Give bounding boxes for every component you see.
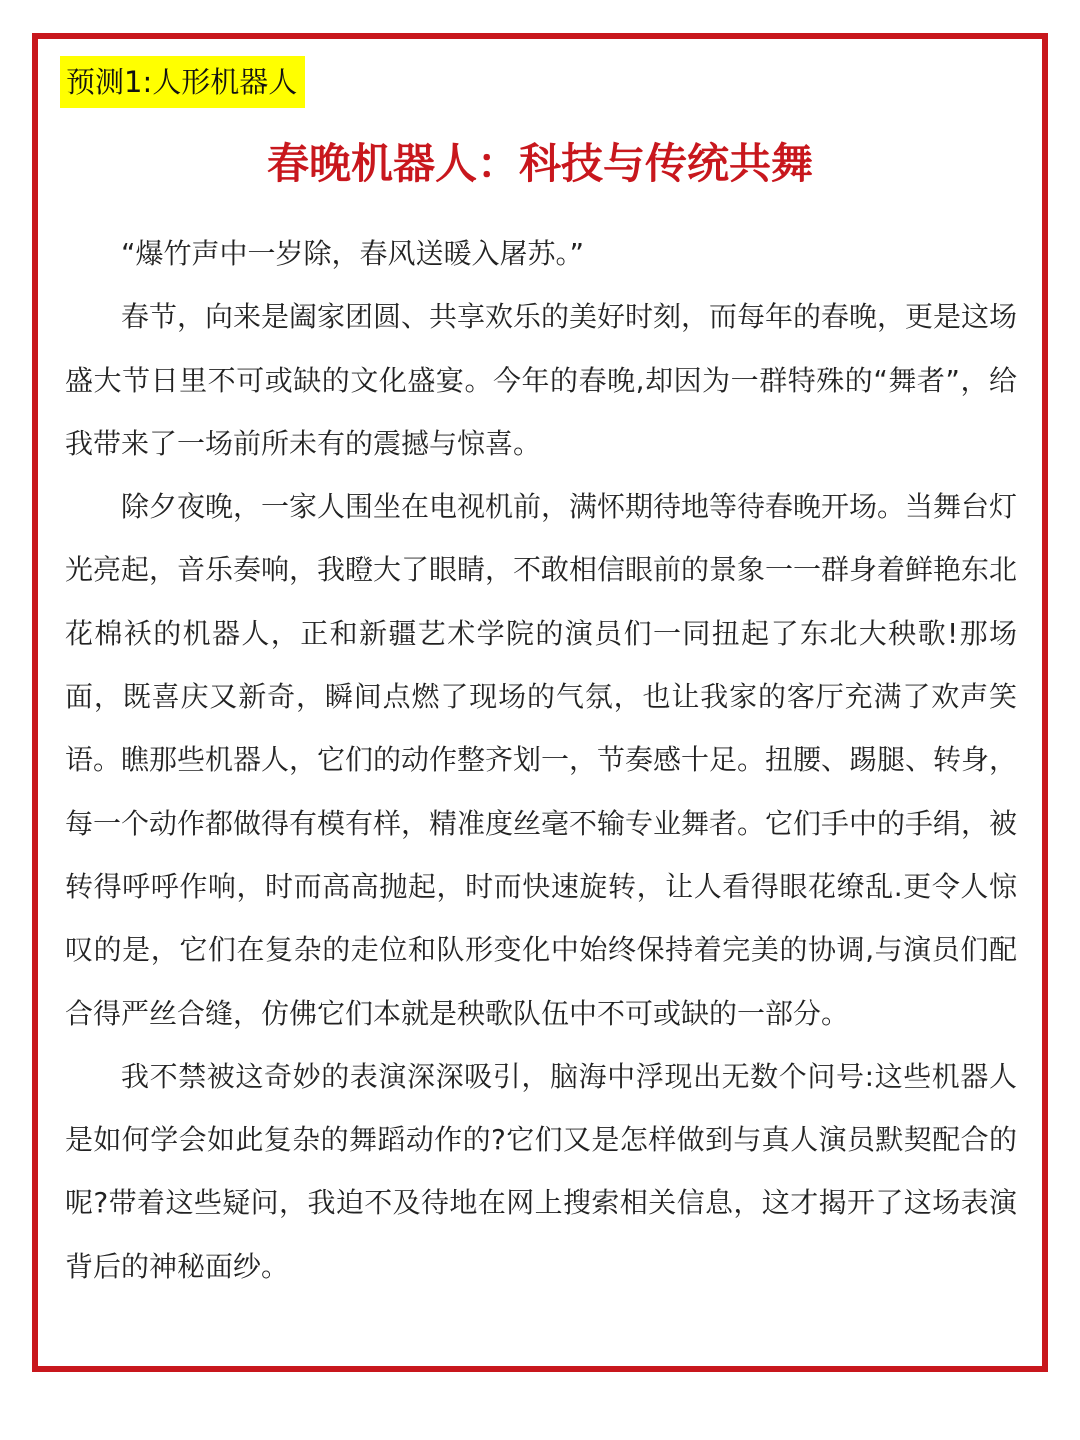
article-title: 春晚机器人：科技与传统共舞	[266, 139, 813, 188]
prediction-tag: 预测1:人形机器人	[60, 56, 305, 108]
paragraph: 我不禁被这奇妙的表演深深吸引，脑海中浮现出无数个问号:这些机器人是如何学会如此复杂的舞蹈动作的?它们又是怎样做到与真人演员默契配合的呢?带着这些疑问，我迫不及待地在网上搜索相关信息，这才揭开了这场表演背后的神秘面纱。	[65, 1059, 1017, 1283]
opening-quote: “爆竹声中一岁除，春风送暖入屠苏。”	[121, 237, 585, 270]
paragraph: 除夕夜晚，一家人围坐在电视机前，满怀期待地等待春晚开场。当舞台灯光亮起，音乐奏响，我瞪大了眼睛，不敢相信眼前的景象一一群身着鲜艳东北花棉袄的机器人，正和新疆艺术学院的演员们一同扭起了东北大秧歌!那场面，既喜庆又新奇，瞬间点燃了现场的气氛，也让我家的客厅充满了欢声笑语。瞧那些机器人，它们的动作整齐划一，节奏感十足。扭腰、踢腿、转身，每一个动作都做得有模有样，精准度丝毫不输专业舞者。它们手中的手绢，被转得呼呼作响，时而高高抛起，时而快速旋转，让人看得眼花缭乱.更令人惊叹的是，它们在复杂的走位和队形变化中始终保持着完美的协调,与演员们配合得严丝合缝，仿佛它们本就是秧歌队伍中不可或缺的一部分。	[65, 490, 1018, 1030]
paragraph: 春节，向来是阖家团圆、共享欢乐的美好时刻，而每年的春晚，更是这场盛大节日里不可或缺的文化盛宴。今年的春晚,却因为一群特殊的“舞者”，给我带来了一场前所未有的震撼与惊喜。	[65, 300, 1018, 460]
article-body	[65, 222, 1017, 1298]
